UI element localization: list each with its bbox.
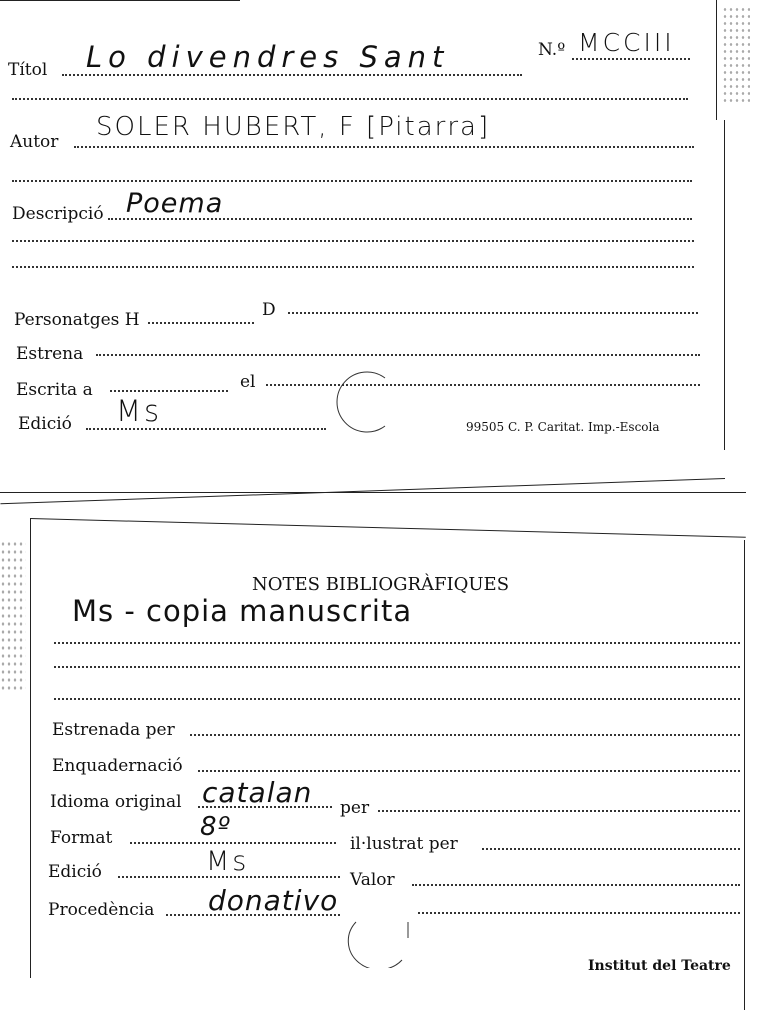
notes-line-2: [54, 666, 740, 668]
personatges-h-line: [148, 322, 254, 324]
edicio2-label: Edició: [48, 862, 102, 882]
el-label: el: [240, 372, 256, 392]
notes-value: Ms - copia manuscrita: [72, 594, 413, 628]
escrita-label: Escrita a: [16, 380, 93, 400]
autor-label: Autor: [10, 132, 59, 152]
idioma-per-label: per: [340, 798, 370, 818]
numero-line: [572, 58, 690, 60]
card1-top-edge: [0, 0, 240, 1]
format-label: Format: [50, 828, 113, 848]
estrenada-line: [190, 734, 740, 736]
estrena-label: Estrena: [16, 344, 84, 364]
idioma-value: catalan: [202, 776, 313, 809]
card1-right-edge-lower: [724, 120, 725, 450]
idioma-per-line: [378, 810, 740, 812]
format-value: 8º: [200, 812, 231, 842]
printer-imprint: 99505 C. P. Caritat. Imp.-Escola: [466, 420, 660, 434]
autor-value: SOLER HUBERT, F [Pitarra]: [96, 112, 491, 142]
titol-line: [62, 74, 522, 76]
edge-speckles-left: [0, 540, 26, 690]
punch-hole-icon: [330, 366, 400, 436]
institut-label: Institut del Teatre: [588, 958, 731, 974]
page-divider: [0, 492, 746, 493]
idioma-label: Idioma original: [50, 792, 182, 812]
format-line: [130, 842, 336, 844]
personatges-label: Personatges H: [14, 310, 140, 330]
descripcio-value: Poema: [126, 188, 224, 219]
notes-line-1: [54, 642, 740, 644]
valor-label: Valor: [350, 870, 395, 890]
titol-label: Títol: [8, 60, 48, 80]
edge-speckles-right: [722, 6, 750, 106]
card2-right-edge: [744, 540, 745, 1010]
procedencia-label: Procedència: [48, 900, 155, 920]
personatges-d-line: [288, 312, 698, 314]
descripcio-label: Descripció: [12, 204, 104, 224]
notes-line-3: [54, 698, 740, 700]
enquadernacio-line: [198, 770, 740, 772]
titol-line-2: [12, 98, 688, 100]
numero-value: MCCIII: [578, 28, 675, 57]
autor-line: [74, 146, 694, 148]
card2-left-edge: [30, 518, 31, 978]
procedencia-line-2: [418, 912, 740, 914]
enquadernacio-label: Enquadernació: [52, 756, 183, 776]
personatges-d-label: D: [262, 300, 276, 320]
edicio2-value: Ms: [206, 846, 250, 877]
descripcio-line-2: [12, 240, 694, 242]
edicio-line: [86, 428, 326, 430]
procedencia-value: donativo: [208, 884, 339, 917]
punch-hole-icon-2: [342, 908, 418, 968]
card1-right-edge: [716, 0, 717, 120]
autor-line-2: [12, 180, 692, 182]
numero-label: N.º: [538, 40, 566, 60]
estrenada-label: Estrenada per: [52, 720, 175, 740]
estrena-line: [96, 354, 700, 356]
edicio-value: Ms: [116, 394, 163, 428]
escrita-line: [110, 390, 228, 392]
illustrat-line: [482, 848, 740, 850]
card2-top-edge: [30, 518, 746, 538]
descripcio-line-3: [12, 266, 694, 268]
valor-line: [412, 884, 740, 886]
illustrat-label: il·lustrat per: [350, 834, 458, 854]
notes-heading: NOTES BIBLIOGRÀFIQUES: [252, 574, 510, 595]
edicio-label: Edició: [18, 414, 72, 434]
titol-value: Lo divendres Sant: [86, 40, 450, 74]
